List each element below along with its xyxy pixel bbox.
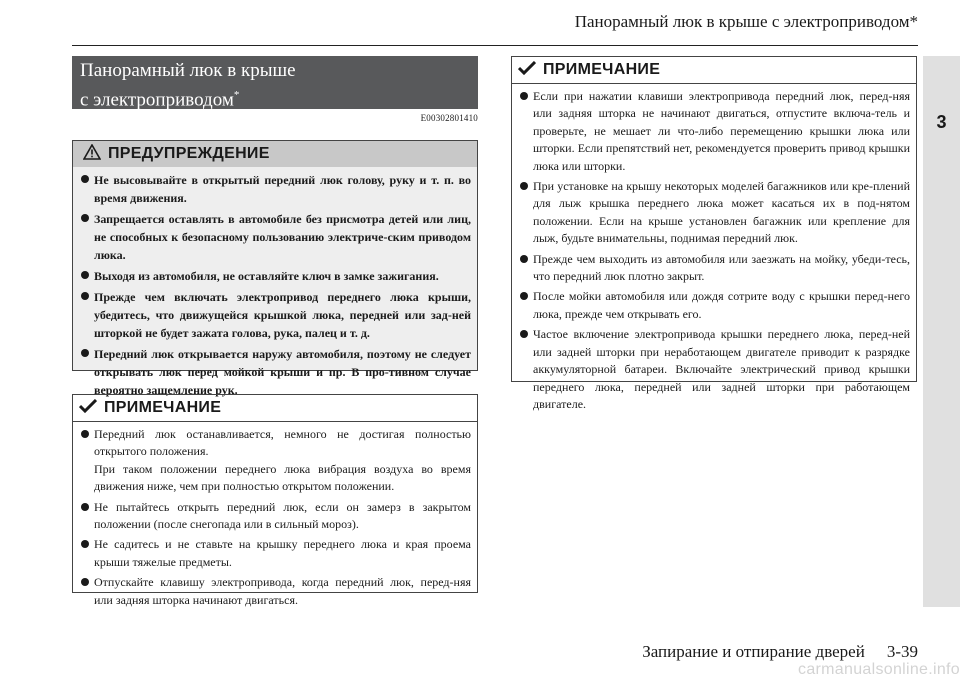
checkmark-icon	[79, 399, 97, 418]
page-header-title: Панорамный люк в крыше с электроприводом*	[574, 12, 918, 31]
list-item: Частое включение электропривода крышки переднего люка, перед-ней или задней шторки при неработающем двигателе приводит к разрядке аккумуляторной батареи. Включайте электрический привод крышки переднего люка, передней или задней шторки при работающем двигателе.	[518, 326, 910, 413]
section-title-line2: с электроприводом	[80, 89, 234, 111]
list-item: При установке на крышу некоторых моделей багажников или кре-плений для лыж крышка переднего люка может касаться их в под-нятом положении. Если на крыше установлен багажник или крепление для лыж, будьте внимательны, поднимая передний люк.	[518, 178, 910, 248]
list-item: Отпускайте клавишу электропривода, когда передний люк, перед-няя или задняя шторка начинают двигаться.	[79, 574, 471, 609]
list-item: Если при нажатии клавиши электропривода передний люк, перед-няя или задняя шторка не начинают двигаться, отпустите включа-тель и проверьте, не мешает ли что-либо перемещению крышки люка или шторки. Если препятствий нет, рекомендуется проверить привод крышки люка или шторки.	[518, 88, 910, 175]
list-item: Прежде чем выходить из автомобиля или заезжать на мойку, убеди-тесь, что передний люк плотно закрыт.	[518, 251, 910, 286]
note-heading: ПРИМЕЧАНИЕ	[543, 61, 661, 78]
list-item	[79, 426, 471, 496]
note-heading: ПРИМЕЧАНИЕ	[104, 399, 222, 416]
section-title	[72, 56, 478, 109]
list-item-text: При таком положении переднего люка вибрация воздуха во время движения ниже, чем при полностью открытом положении.	[94, 461, 471, 494]
note-header	[73, 395, 477, 422]
warning-heading: ПРЕДУПРЕЖДЕНИЕ	[108, 145, 270, 162]
note-box-2	[511, 56, 917, 411]
page-footer	[642, 642, 918, 662]
checkmark-icon	[518, 61, 536, 80]
header-divider	[72, 45, 918, 46]
warning-box	[72, 140, 478, 397]
note-box	[72, 394, 478, 607]
chapter-side-tab	[923, 56, 960, 607]
list-item: Не высовывайте в открытый передний люк голову, руку и т. п. во время движения.	[79, 171, 471, 207]
list-item: Выходя из автомобиля, не оставляйте ключ в замке зажигания.	[79, 267, 471, 285]
list-item: Не пытайтесь открыть передний люк, если он замерз в закрытом положении (после снегопада или в сильный мороз).	[79, 499, 471, 534]
list-item: После мойки автомобиля или дождя сотрите воду с крышки перед-него люка, прежде чем открывать его.	[518, 288, 910, 323]
watermark: carmanualsonline.info	[798, 661, 960, 678]
section-title-line1: Панорамный люк в крыше	[80, 60, 296, 81]
warning-header	[73, 141, 477, 167]
note-header	[512, 57, 916, 84]
list-item: Запрещается оставлять в автомобиле без присмотра детей или лиц, не способных к безопасному пользованию электриче-ским приводом люка.	[79, 210, 471, 264]
chapter-number: 3	[936, 112, 947, 132]
note-list	[512, 84, 916, 413]
list-item: Передний люк открывается наружу автомобиля, поэтому не следует открывать люк перед мойкой крыши и пр. В про-тивном случае вероятно защемление рук.	[79, 345, 471, 399]
footer-section-title: Запирание и отпирание дверей	[642, 642, 865, 661]
warning-list	[73, 167, 477, 399]
page-number: 3-39	[886, 642, 918, 661]
list-item-text: Передний люк останавливается, немного не достигая полностью открытого положения.	[94, 427, 471, 459]
warning-triangle-icon	[83, 144, 101, 165]
note-list	[73, 422, 477, 609]
section-code: E00302801410	[420, 113, 478, 123]
section-title-line2-wrap	[80, 83, 470, 112]
list-item: Не садитесь и не ставьте на крышку переднего люка и края проема крыши тяжелые предметы.	[79, 536, 471, 571]
list-item: Прежде чем включать электропривод переднего люка крыши, убедитесь, что движущейся крышкой люка, передней или зад-ней шторкой не будет зажата голова, рука, палец и т. д.	[79, 288, 471, 342]
section-title-asterisk: *	[233, 89, 240, 101]
